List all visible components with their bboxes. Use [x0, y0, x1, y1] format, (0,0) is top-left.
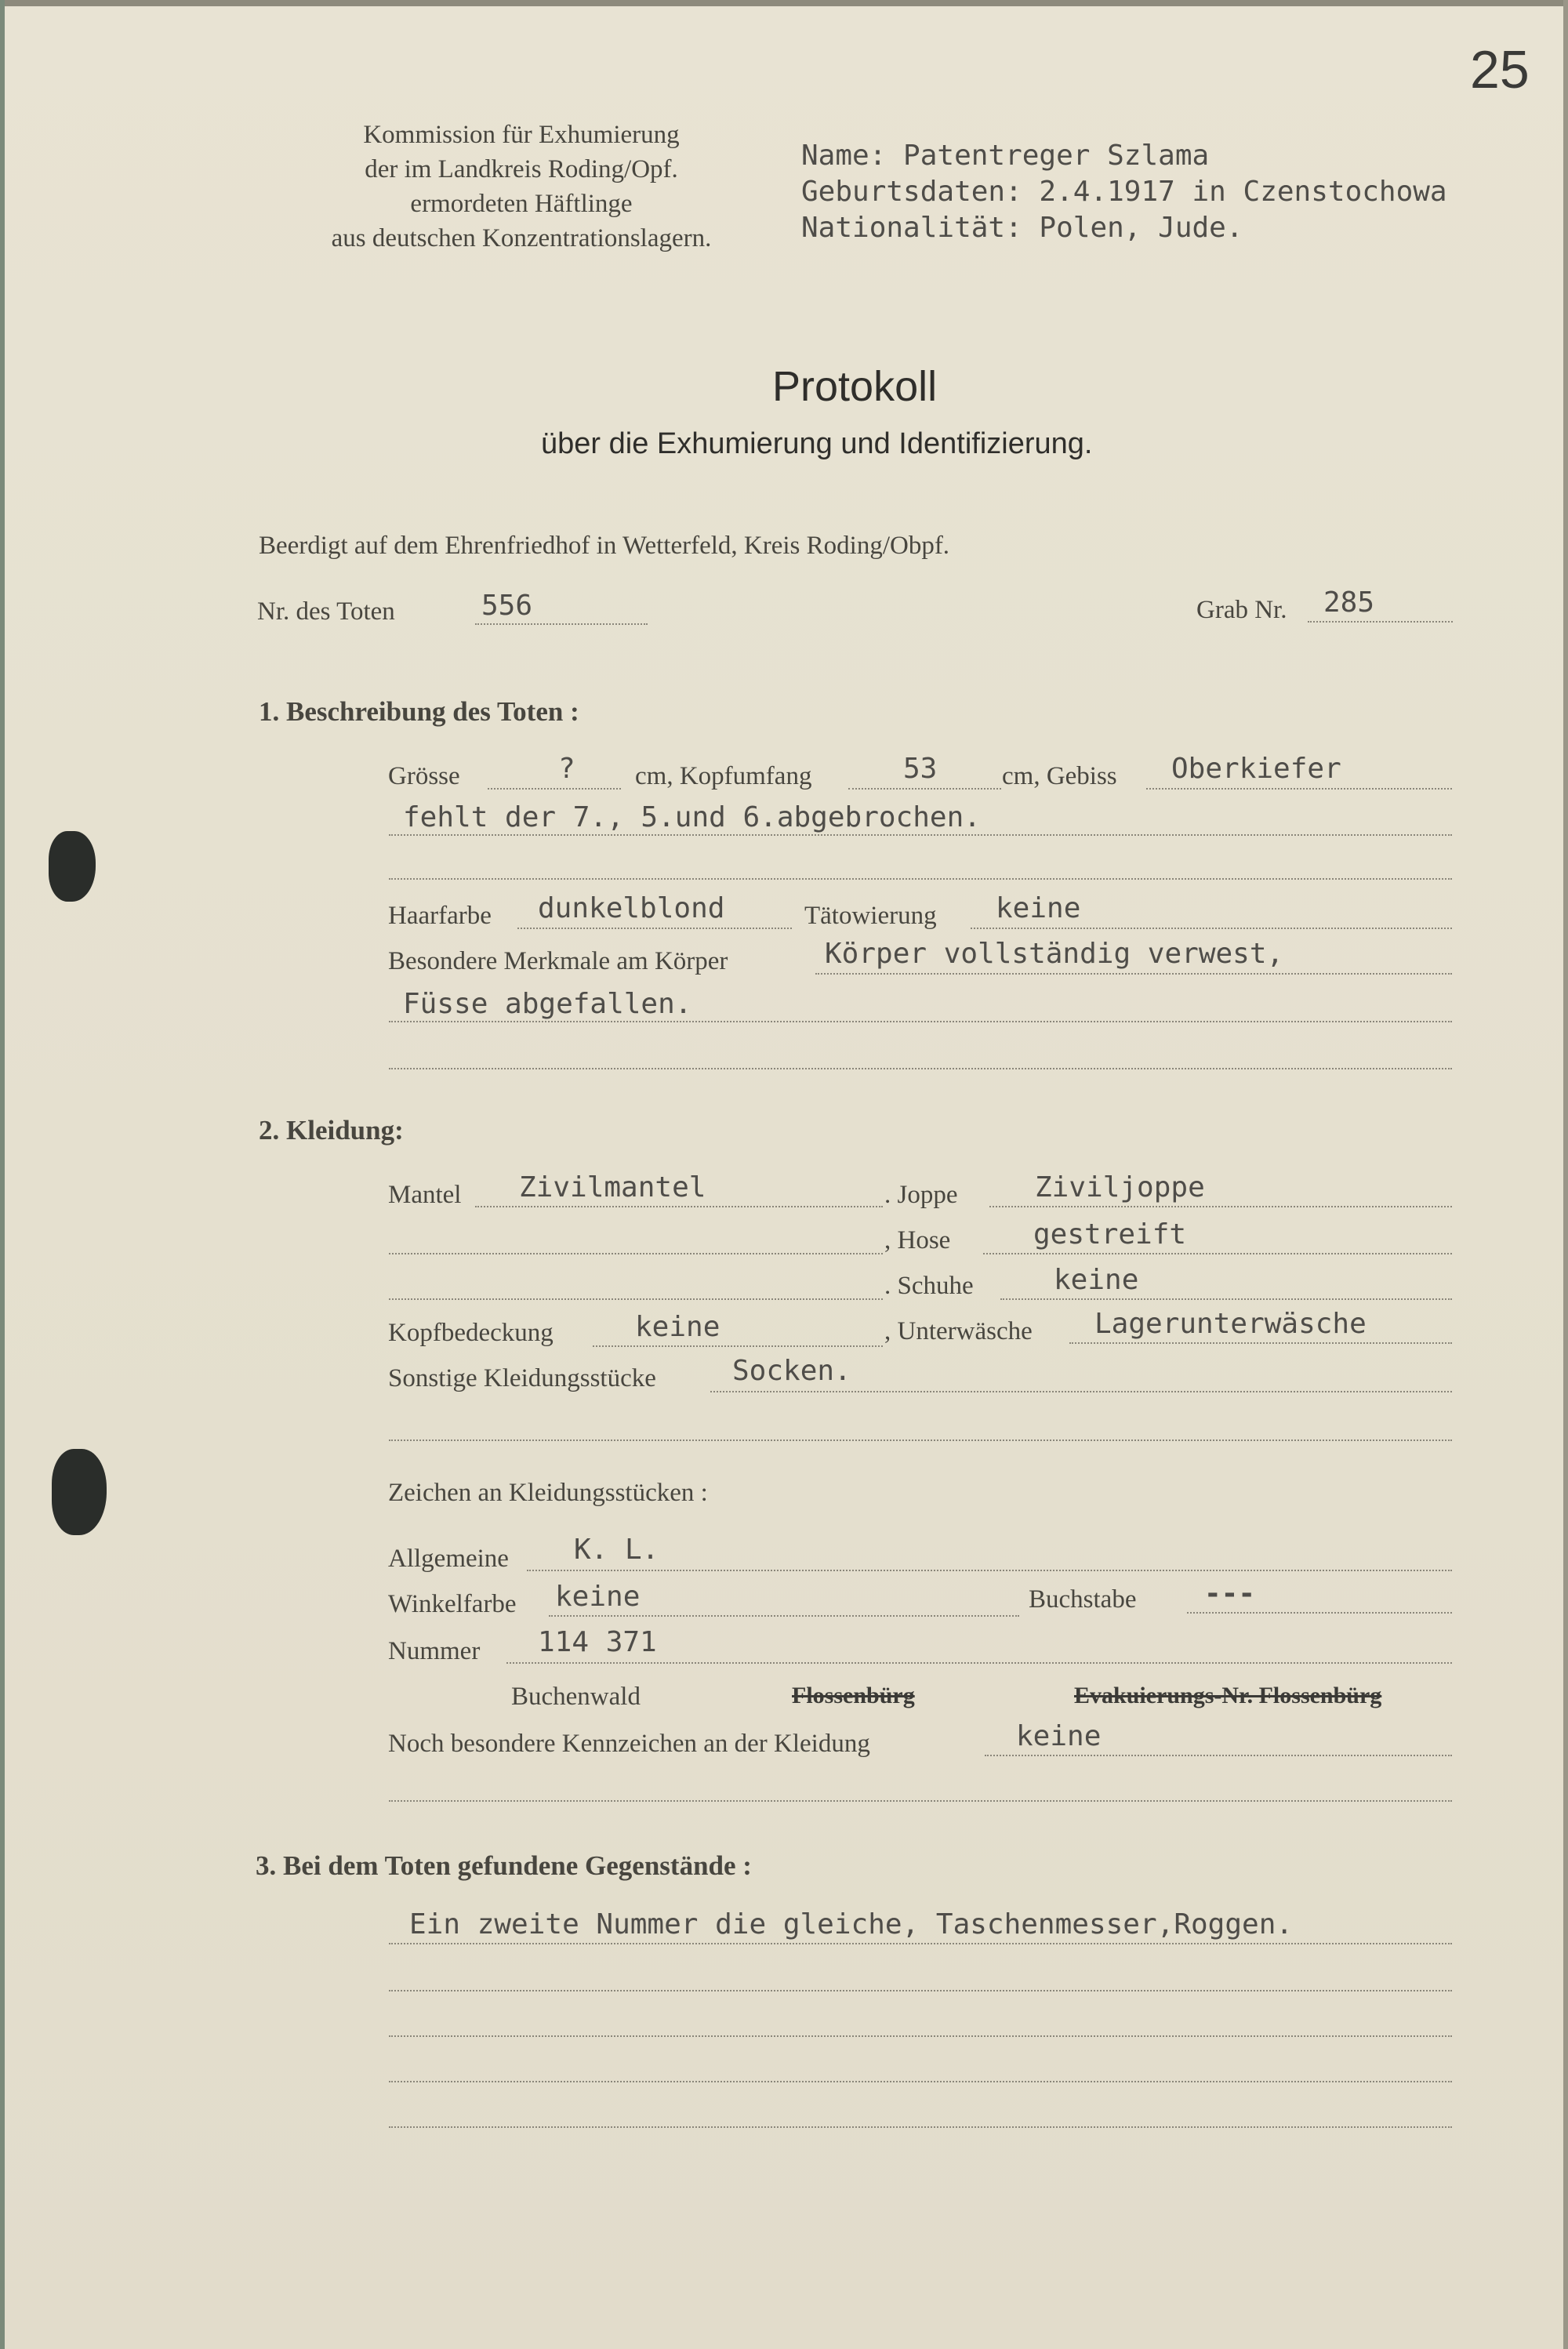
burial-line: Beerdigt auf dem Ehrenfriedhof in Wetterfeld, Kreis Roding/Obpf. [259, 532, 950, 560]
underwear-line [1069, 1342, 1452, 1344]
special-marks-label: Noch besondere Kennzeichen an der Kleidung [388, 1730, 870, 1758]
punch-hole-mark-bottom [52, 1449, 107, 1535]
special-marks-value: keine [1016, 1720, 1102, 1752]
camp-evacuation-number: Evakuierungs-Nr. Flossenbürg [1074, 1683, 1382, 1708]
hair-color-line [517, 928, 792, 929]
items-value: Ein zweite Nummer die gleiche, Taschenmesser,Roggen. [409, 1908, 1294, 1941]
number-line [506, 1662, 1452, 1664]
page-edge-left [0, 0, 5, 2349]
grave-number-line [1308, 621, 1453, 623]
trousers-line [983, 1253, 1452, 1254]
page-edge-right [1563, 0, 1568, 2349]
letter-value: --- [1204, 1577, 1256, 1610]
body-marks-label: Besondere Merkmale am Körper [388, 947, 728, 975]
teeth-value: Oberkiefer [1171, 753, 1341, 785]
general-mark-value: K. L. [574, 1534, 659, 1566]
body-marks-continuation-line [389, 1021, 1452, 1022]
angle-color-value: keine [555, 1581, 641, 1613]
blank-line-2 [389, 1068, 1452, 1069]
dead-number-label: Nr. des Toten [257, 597, 395, 626]
blank-line-6 [389, 2035, 1452, 2037]
shoes-line [1000, 1298, 1452, 1300]
blank-line-5 [389, 1990, 1452, 1991]
person-birth: Geburtsdaten: 2.4.1917 in Czenstochowa [801, 176, 1447, 208]
blank-line-1 [389, 878, 1452, 880]
grave-number-value: 285 [1323, 586, 1375, 619]
blank-line-7 [389, 2081, 1452, 2082]
tattoo-line [971, 928, 1452, 929]
special-marks-line [985, 1755, 1452, 1756]
person-name: Name: Patentreger Szlama [801, 140, 1210, 172]
hair-color-label: Haarfarbe [388, 902, 492, 930]
teeth-label: cm, Gebiss [1002, 762, 1117, 790]
commission-line-1: Kommission für Exhumierung [363, 121, 680, 149]
clothing-marks-heading: Zeichen an Kleidungsstücken : [388, 1479, 708, 1507]
punch-hole-mark-top [49, 831, 96, 902]
body-marks-continuation: Füsse abgefallen. [403, 988, 692, 1020]
camp-flossenbuerg: Flossenbürg [792, 1683, 915, 1708]
tattoo-label: Tätowierung [804, 902, 937, 930]
teeth-continuation-line [389, 834, 1452, 836]
section2-heading: 2. Kleidung: [259, 1115, 404, 1145]
commission-line-4: aus deutschen Konzentrationslagern. [331, 224, 712, 252]
shoes-left-line [389, 1298, 883, 1300]
number-value: 114 371 [538, 1626, 657, 1658]
head-circumference-label: cm, Kopfumfang [635, 762, 812, 790]
hair-color-value: dunkelblond [538, 892, 725, 924]
teeth-line [1146, 788, 1452, 790]
commission-line-2: der im Landkreis Roding/Opf. [365, 155, 678, 183]
trousers-left-line [389, 1253, 883, 1254]
other-clothing-label: Sonstige Kleidungsstücke [388, 1364, 656, 1392]
dead-number-value: 556 [481, 590, 533, 622]
general-mark-label: Allgemeine [388, 1545, 509, 1573]
jacket-line [989, 1206, 1452, 1207]
jacket-value: Ziviljoppe [1035, 1171, 1205, 1204]
coat-label: Mantel [388, 1181, 462, 1209]
blank-line-3 [389, 1440, 1452, 1441]
page-title: Protokoll [772, 363, 938, 410]
teeth-continuation: fehlt der 7., 5.und 6.abgebrochen. [403, 801, 981, 833]
page-subtitle: über die Exhumierung und Identifizierung. [541, 427, 1093, 460]
coat-value: Zivilmantel [519, 1171, 706, 1204]
tattoo-value: keine [996, 892, 1081, 924]
other-clothing-value: Socken. [732, 1355, 851, 1387]
dead-number-line [475, 623, 648, 625]
height-label: Grösse [388, 762, 460, 790]
angle-color-label: Winkelfarbe [388, 1590, 517, 1618]
headwear-line [593, 1345, 883, 1347]
headwear-label: Kopfbedeckung [388, 1319, 554, 1347]
headwear-value: keine [635, 1311, 720, 1343]
commission-header [270, 118, 772, 256]
underwear-label: , Unterwäsche [884, 1317, 1033, 1345]
commission-line-3: ermordeten Häftlinge [410, 190, 633, 218]
height-line [488, 788, 621, 790]
section3-heading: 3. Bei dem Toten gefundene Gegenstände : [256, 1850, 752, 1881]
trousers-label: , Hose [884, 1226, 951, 1254]
underwear-value: Lagerunterwäsche [1094, 1308, 1367, 1340]
jacket-label: . Joppe [884, 1181, 958, 1209]
body-marks-value: Körper vollständig verwest, [825, 938, 1284, 970]
camp-buchenwald: Buchenwald [511, 1683, 641, 1711]
shoes-label: . Schuhe [884, 1272, 974, 1300]
person-nationality: Nationalität: Polen, Jude. [801, 212, 1243, 244]
number-label: Nummer [388, 1637, 481, 1665]
blank-line-8 [389, 2126, 1452, 2128]
height-value: ? [558, 753, 575, 785]
grave-number-label: Grab Nr. [1196, 596, 1287, 624]
blank-line-4 [389, 1800, 1452, 1802]
body-marks-line [815, 973, 1452, 975]
items-line [389, 1943, 1452, 1944]
letter-label: Buchstabe [1029, 1585, 1137, 1614]
section1-heading: 1. Beschreibung des Toten : [259, 696, 579, 727]
page-edge-top [0, 0, 1568, 6]
letter-line [1187, 1612, 1452, 1614]
trousers-value: gestreift [1033, 1218, 1187, 1251]
coat-line [475, 1206, 883, 1207]
general-mark-line [527, 1570, 1452, 1571]
head-circumference-value: 53 [903, 753, 938, 785]
head-circumference-line [848, 788, 1001, 790]
page-number: 25 [1470, 40, 1530, 100]
shoes-value: keine [1054, 1264, 1139, 1296]
other-clothing-line [710, 1391, 1452, 1392]
angle-color-line [549, 1615, 1019, 1617]
